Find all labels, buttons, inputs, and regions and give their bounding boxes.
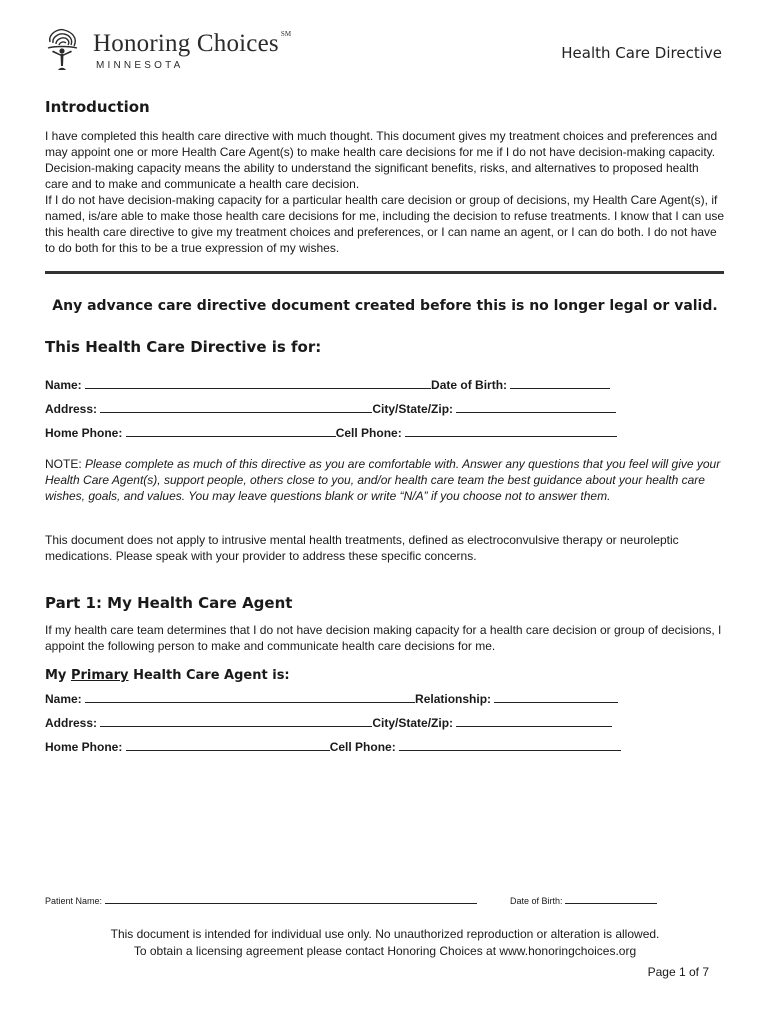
home-phone-label: Home Phone: <box>45 426 123 440</box>
agent-address-row <box>45 716 612 730</box>
agent-address-label: Address: <box>45 716 98 730</box>
section-divider <box>45 271 724 274</box>
brand-subtitle: MINNESOTA <box>96 60 184 71</box>
footer-notice-line-2: To obtain a licensing agreement please contact Honoring Choices at www.honoringchoices.org <box>133 944 637 958</box>
intro-paragraph-2: If I do not have decision-making capacity for a particular health care decision or group of decisions, my Health Care Agent(s), if named, is/are able to make those health care decisions for me, including the decision to refuse treatments. I know that I can use this health care directive to give my treatment choices and preferences, or I can name an agent, or I can do both. I do not have to do both for this to be a true expression of my wishes. <box>45 193 725 255</box>
name-field[interactable] <box>85 378 431 389</box>
part1-heading <box>45 594 292 612</box>
brand-trademark: SM <box>280 30 292 38</box>
primary-prefix: My <box>45 668 71 683</box>
mental-health-note: This document does not apply to intrusive mental health treatments, defined as electroconvulsive therapy or neuroleptic medications. Please speak with your provider to address these specific concerns. <box>45 533 679 563</box>
relationship-field[interactable] <box>494 692 618 703</box>
note-prefix: NOTE: <box>45 457 86 471</box>
footer-patient-name <box>45 895 477 906</box>
document-title: Health Care Directive <box>561 44 722 62</box>
intro-paragraph-1: I have completed this health care directive with much thought. This document gives my treatment choices and preferences and may appoint one or more Health Care Agent(s) to make health care decisions for me if I do not have decision-making capacity. Decision-making capacity means the ability to understand the significant benefits, risks, and alternatives to proposed health care and to make and communicate a health care decision. <box>45 129 718 191</box>
patient-name-row <box>45 378 610 392</box>
name-label: Name: <box>45 378 82 392</box>
note-paragraph <box>45 456 725 504</box>
validity-warning: Any advance care directive document created before this is no longer legal or valid. <box>52 298 718 314</box>
patient-phone-row <box>45 426 617 440</box>
agent-name-label: Name: <box>45 692 82 706</box>
footer-dob <box>510 895 657 906</box>
relationship-label: Relationship: <box>415 692 492 706</box>
home-phone-field[interactable] <box>126 426 336 437</box>
dob-label: Date of Birth: <box>431 378 508 392</box>
patient-address-row <box>45 402 616 416</box>
dob-field[interactable] <box>510 378 610 389</box>
agent-name-field[interactable] <box>85 692 415 703</box>
intro-heading: Introduction <box>45 98 150 116</box>
address-field[interactable] <box>100 402 372 413</box>
directive-for-heading: This Health Care Directive is for: <box>45 338 322 356</box>
part1-heading-text: Part 1: My Health Care Agent <box>45 594 293 612</box>
agent-address-field[interactable] <box>100 716 372 727</box>
brand-name-text: Honoring Choices <box>93 30 279 57</box>
agent-home-phone-field[interactable] <box>126 740 330 751</box>
address-label: Address: <box>45 402 98 416</box>
primary-word: Primary <box>70 668 129 683</box>
tree-figure-logo-icon <box>44 26 80 72</box>
footer-notice <box>45 926 725 960</box>
agent-phone-row <box>45 740 621 754</box>
footer-patient-name-field[interactable] <box>105 895 477 904</box>
cell-phone-label: Cell Phone: <box>335 426 402 440</box>
part1-paragraph: If my health care team determines that I do not have decision making capacity for a health care decision or group of decisions, I appoint the following person to make and communicate health care decisions for me. <box>45 623 722 653</box>
cell-phone-field[interactable] <box>405 426 617 437</box>
primary-agent-heading <box>45 668 290 683</box>
footer-patient-name-label: Patient Name: <box>45 896 103 906</box>
agent-city-state-zip-field[interactable] <box>456 716 612 727</box>
agent-name-row <box>45 692 618 706</box>
page-number: Page 1 of 7 <box>647 965 709 979</box>
note-text: Please complete as much of this directive as you are comfortable with. Answer any questions that you feel will give your Health Care Agent(s), support people, others close to you, and/or health care team the best guidance about your health care wishes, goals, and values. You may leave questions blank or write “N/A” if you choose not to answer them. <box>45 457 721 503</box>
primary-suffix: Health Care Agent is: <box>128 668 290 683</box>
footer-dob-field[interactable] <box>565 895 657 904</box>
city-state-zip-label: City/State/Zip: <box>372 402 454 416</box>
agent-home-phone-label: Home Phone: <box>45 740 123 754</box>
agent-city-state-zip-label: City/State/Zip: <box>372 716 454 730</box>
brand-name <box>93 30 291 58</box>
city-state-zip-field[interactable] <box>456 402 616 413</box>
agent-cell-phone-label: Cell Phone: <box>329 740 396 754</box>
agent-cell-phone-field[interactable] <box>399 740 621 751</box>
footer-dob-label: Date of Birth: <box>510 896 563 906</box>
footer-notice-line-1: This document is intended for individual use only. No unauthorized reproduction or alteration is allowed. <box>110 927 660 941</box>
